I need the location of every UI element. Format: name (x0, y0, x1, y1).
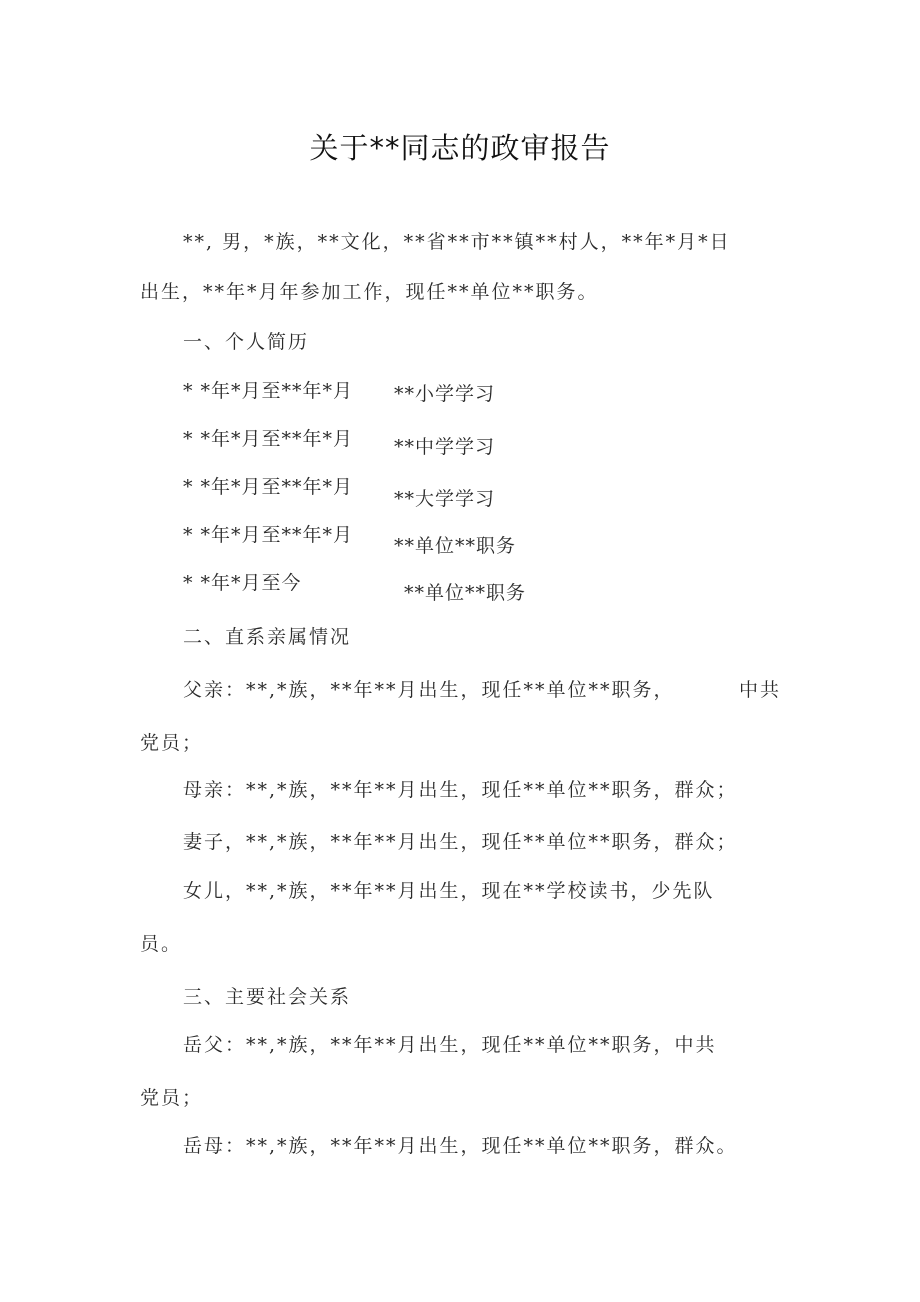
resume-place-5: **单位**职务 (404, 582, 527, 604)
resume-place-3: **大学学习 (394, 488, 496, 510)
family-father: 父亲：**,*族，**年**月出生，现任**单位**职务， (183, 679, 675, 701)
relation-mother-in-law: 岳母：**,*族，**年**月出生，现任**单位**职务，群众。 (183, 1135, 738, 1157)
resume-period-3: * *年*月至**年*月 (183, 476, 354, 498)
resume-period-4: * *年*月至**年*月 (183, 524, 354, 546)
resume-period-1: * *年*月至**年*月 (183, 380, 354, 402)
intro-line-1: **, 男，*族，**文化，**省**市**镇**村人，**年*月*日 (183, 231, 731, 253)
resume-place-4: **单位**职务 (394, 535, 517, 557)
family-wife: 妻子，**,*族，**年**月出生，现任**单位**职务，群众； (183, 831, 738, 853)
family-father-party: 中共 (739, 679, 782, 701)
section-heading-resume: 一、个人简历 (183, 331, 310, 353)
section-heading-social-relations: 三、主要社会关系 (183, 986, 352, 1008)
document-title: 关于**同志的政审报告 (309, 131, 611, 165)
relation-father-in-law-cont: 党员； (140, 1087, 204, 1109)
relation-father-in-law: 岳父：**,*族，**年**月出生，现任**单位**职务，中共 (183, 1034, 717, 1056)
family-daughter-cont: 员。 (140, 933, 183, 955)
family-daughter: 女儿，**,*族，**年**月出生，现在**学校读书，少先队 (183, 880, 715, 902)
intro-line-2: 出生，**年*月年参加工作，现任**单位**职务。 (140, 281, 599, 303)
family-mother: 母亲：**,*族，**年**月出生，现任**单位**职务，群众； (183, 779, 738, 801)
family-father-cont: 党员； (140, 732, 204, 754)
resume-period-5: * *年*月至今 (183, 572, 302, 594)
resume-period-2: * *年*月至**年*月 (183, 428, 354, 450)
resume-place-2: **中学学习 (394, 436, 496, 458)
section-heading-immediate-family: 二、直系亲属情况 (183, 626, 352, 648)
resume-place-1: **小学学习 (394, 383, 496, 405)
